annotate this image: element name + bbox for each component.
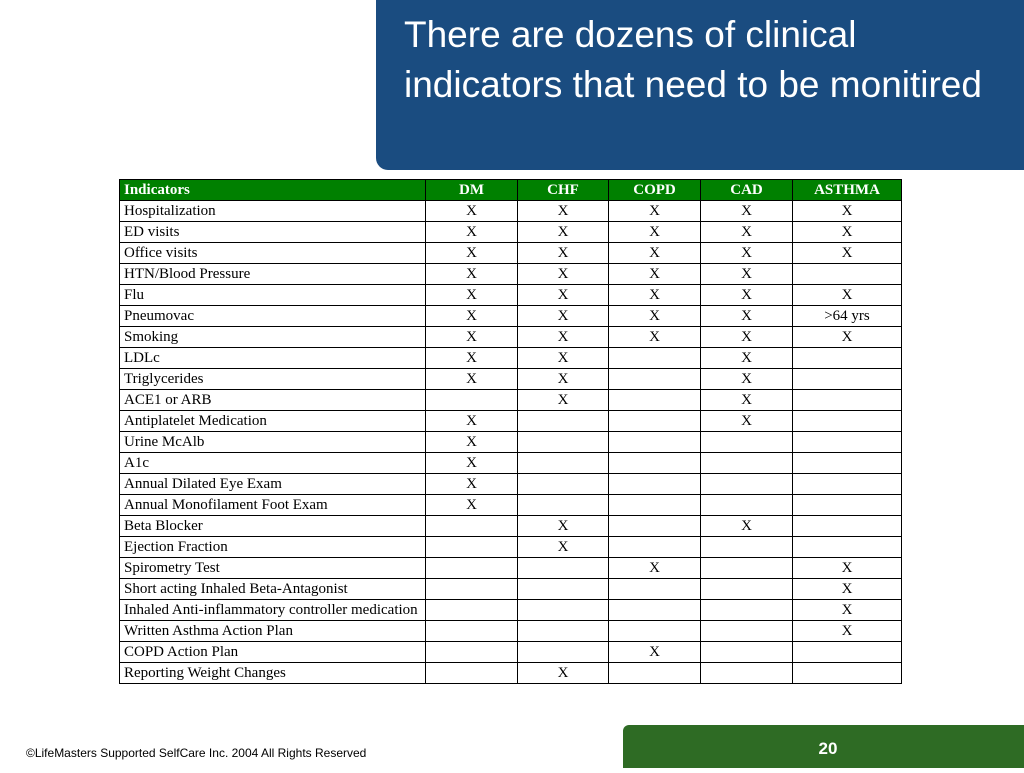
mark-cell: X (426, 201, 518, 222)
mark-cell (426, 390, 518, 411)
mark-cell (701, 474, 793, 495)
mark-cell (609, 348, 701, 369)
mark-cell: X (701, 411, 793, 432)
mark-cell (518, 453, 609, 474)
table-row (120, 390, 902, 411)
mark-cell: X (609, 558, 701, 579)
mark-cell: X (609, 327, 701, 348)
page-number: 20 (818, 739, 838, 758)
mark-cell (609, 537, 701, 558)
mark-cell: X (426, 495, 518, 516)
copyright-footer: ©LifeMasters Supported SelfCare Inc. 2004 All Rights Reserved (26, 746, 367, 760)
indicator-cell: LDLc (120, 348, 426, 369)
mark-cell: X (701, 369, 793, 390)
table-body (120, 201, 902, 684)
mark-cell (518, 642, 609, 663)
mark-cell (793, 411, 902, 432)
indicator-cell: Annual Dilated Eye Exam (120, 474, 426, 495)
table-row (120, 327, 902, 348)
indicator-cell: Smoking (120, 327, 426, 348)
indicator-cell: Written Asthma Action Plan (120, 621, 426, 642)
mark-cell: X (426, 369, 518, 390)
mark-cell (793, 537, 902, 558)
mark-cell: X (701, 243, 793, 264)
mark-cell: X (701, 348, 793, 369)
mark-cell: X (426, 411, 518, 432)
mark-cell: X (518, 264, 609, 285)
mark-cell: X (609, 243, 701, 264)
mark-cell (701, 663, 793, 684)
mark-cell: X (701, 285, 793, 306)
mark-cell (701, 558, 793, 579)
indicator-cell: HTN/Blood Pressure (120, 264, 426, 285)
table-row (120, 201, 902, 222)
table-row (120, 516, 902, 537)
mark-cell (609, 474, 701, 495)
mark-cell: X (701, 306, 793, 327)
header-asthma: ASTHMA (793, 180, 902, 201)
table-row (120, 474, 902, 495)
indicator-cell: Beta Blocker (120, 516, 426, 537)
mark-cell (793, 453, 902, 474)
mark-cell (609, 621, 701, 642)
table-row (120, 306, 902, 327)
mark-cell (701, 579, 793, 600)
mark-cell (426, 642, 518, 663)
indicator-cell: Short acting Inhaled Beta-Antagonist (120, 579, 426, 600)
mark-cell: X (518, 327, 609, 348)
mark-cell (793, 348, 902, 369)
mark-cell: X (793, 243, 902, 264)
header-indicators: Indicators (120, 180, 426, 201)
mark-cell (609, 411, 701, 432)
indicator-cell: Office visits (120, 243, 426, 264)
indicator-cell: Annual Monofilament Foot Exam (120, 495, 426, 516)
mark-cell: X (426, 327, 518, 348)
mark-cell: X (701, 222, 793, 243)
mark-cell (426, 579, 518, 600)
mark-cell (701, 537, 793, 558)
mark-cell (701, 453, 793, 474)
mark-cell: X (426, 348, 518, 369)
indicator-cell: Urine McAlb (120, 432, 426, 453)
mark-cell: X (609, 642, 701, 663)
indicator-cell: ACE1 or ARB (120, 390, 426, 411)
table-row (120, 621, 902, 642)
slide-title: There are dozens of clinical indicators that need to be monitired (404, 14, 982, 105)
table-row (120, 579, 902, 600)
mark-cell (518, 411, 609, 432)
indicator-cell: Spirometry Test (120, 558, 426, 579)
table-row (120, 432, 902, 453)
mark-cell: X (426, 474, 518, 495)
indicator-cell: Ejection Fraction (120, 537, 426, 558)
indicator-cell: A1c (120, 453, 426, 474)
table-row (120, 222, 902, 243)
header-chf: CHF (518, 180, 609, 201)
table-row (120, 495, 902, 516)
mark-cell (793, 264, 902, 285)
mark-cell (701, 621, 793, 642)
mark-cell: X (793, 600, 902, 621)
mark-cell: X (518, 390, 609, 411)
mark-cell: X (426, 285, 518, 306)
mark-cell: X (426, 264, 518, 285)
mark-cell: X (793, 222, 902, 243)
mark-cell: X (518, 222, 609, 243)
mark-cell: X (609, 306, 701, 327)
mark-cell: X (426, 243, 518, 264)
mark-cell (426, 600, 518, 621)
mark-cell (701, 642, 793, 663)
mark-cell (518, 495, 609, 516)
page-number-box (623, 725, 1024, 768)
indicators-table (119, 179, 902, 684)
mark-cell (609, 663, 701, 684)
mark-cell: X (609, 285, 701, 306)
mark-cell: X (518, 348, 609, 369)
header-dm: DM (426, 180, 518, 201)
mark-cell (609, 390, 701, 411)
indicator-cell: Antiplatelet Medication (120, 411, 426, 432)
mark-cell: X (426, 222, 518, 243)
table-row (120, 285, 902, 306)
mark-cell (793, 390, 902, 411)
mark-cell (518, 432, 609, 453)
indicator-cell: Hospitalization (120, 201, 426, 222)
mark-cell: X (609, 201, 701, 222)
mark-cell: X (518, 201, 609, 222)
mark-cell: X (701, 264, 793, 285)
mark-cell: X (793, 621, 902, 642)
mark-cell (701, 600, 793, 621)
mark-cell: X (518, 663, 609, 684)
mark-cell: X (518, 306, 609, 327)
mark-cell (793, 495, 902, 516)
mark-cell: X (609, 264, 701, 285)
mark-cell: X (701, 327, 793, 348)
table-row (120, 453, 902, 474)
mark-cell (793, 663, 902, 684)
mark-cell (793, 369, 902, 390)
mark-cell: X (793, 579, 902, 600)
indicator-cell: Triglycerides (120, 369, 426, 390)
title-banner (376, 0, 1024, 170)
table-row (120, 348, 902, 369)
mark-cell: X (701, 201, 793, 222)
mark-cell: >64 yrs (793, 306, 902, 327)
indicator-cell: Reporting Weight Changes (120, 663, 426, 684)
mark-cell: X (518, 285, 609, 306)
mark-cell: X (701, 390, 793, 411)
mark-cell: X (793, 558, 902, 579)
mark-cell (518, 474, 609, 495)
indicator-cell: ED visits (120, 222, 426, 243)
table-row (120, 264, 902, 285)
table-header-row (120, 180, 902, 201)
mark-cell (426, 621, 518, 642)
header-copd: COPD (609, 180, 701, 201)
table-row (120, 369, 902, 390)
mark-cell: X (701, 516, 793, 537)
mark-cell (609, 600, 701, 621)
mark-cell: X (518, 369, 609, 390)
mark-cell (701, 495, 793, 516)
mark-cell: X (609, 222, 701, 243)
mark-cell (426, 663, 518, 684)
mark-cell (793, 642, 902, 663)
header-cad: CAD (701, 180, 793, 201)
mark-cell (518, 600, 609, 621)
mark-cell (426, 558, 518, 579)
mark-cell (426, 537, 518, 558)
mark-cell (518, 558, 609, 579)
mark-cell (793, 474, 902, 495)
mark-cell (609, 495, 701, 516)
mark-cell: X (518, 516, 609, 537)
table-row (120, 600, 902, 621)
indicator-cell: Flu (120, 285, 426, 306)
mark-cell: X (793, 285, 902, 306)
mark-cell: X (518, 537, 609, 558)
mark-cell: X (426, 432, 518, 453)
mark-cell (701, 432, 793, 453)
mark-cell (609, 369, 701, 390)
table-row (120, 411, 902, 432)
indicator-cell: Pneumovac (120, 306, 426, 327)
indicator-cell: COPD Action Plan (120, 642, 426, 663)
mark-cell (609, 579, 701, 600)
mark-cell (518, 621, 609, 642)
mark-cell (609, 432, 701, 453)
mark-cell (609, 516, 701, 537)
indicator-cell: Inhaled Anti-inflammatory controller medication (120, 600, 426, 621)
mark-cell (793, 516, 902, 537)
table-row (120, 243, 902, 264)
table-row (120, 642, 902, 663)
mark-cell: X (793, 201, 902, 222)
mark-cell: X (426, 453, 518, 474)
mark-cell: X (426, 306, 518, 327)
table-row (120, 663, 902, 684)
mark-cell (793, 432, 902, 453)
mark-cell: X (518, 243, 609, 264)
mark-cell (426, 516, 518, 537)
mark-cell (518, 579, 609, 600)
table-row (120, 558, 902, 579)
table-row (120, 537, 902, 558)
mark-cell: X (793, 327, 902, 348)
mark-cell (609, 453, 701, 474)
